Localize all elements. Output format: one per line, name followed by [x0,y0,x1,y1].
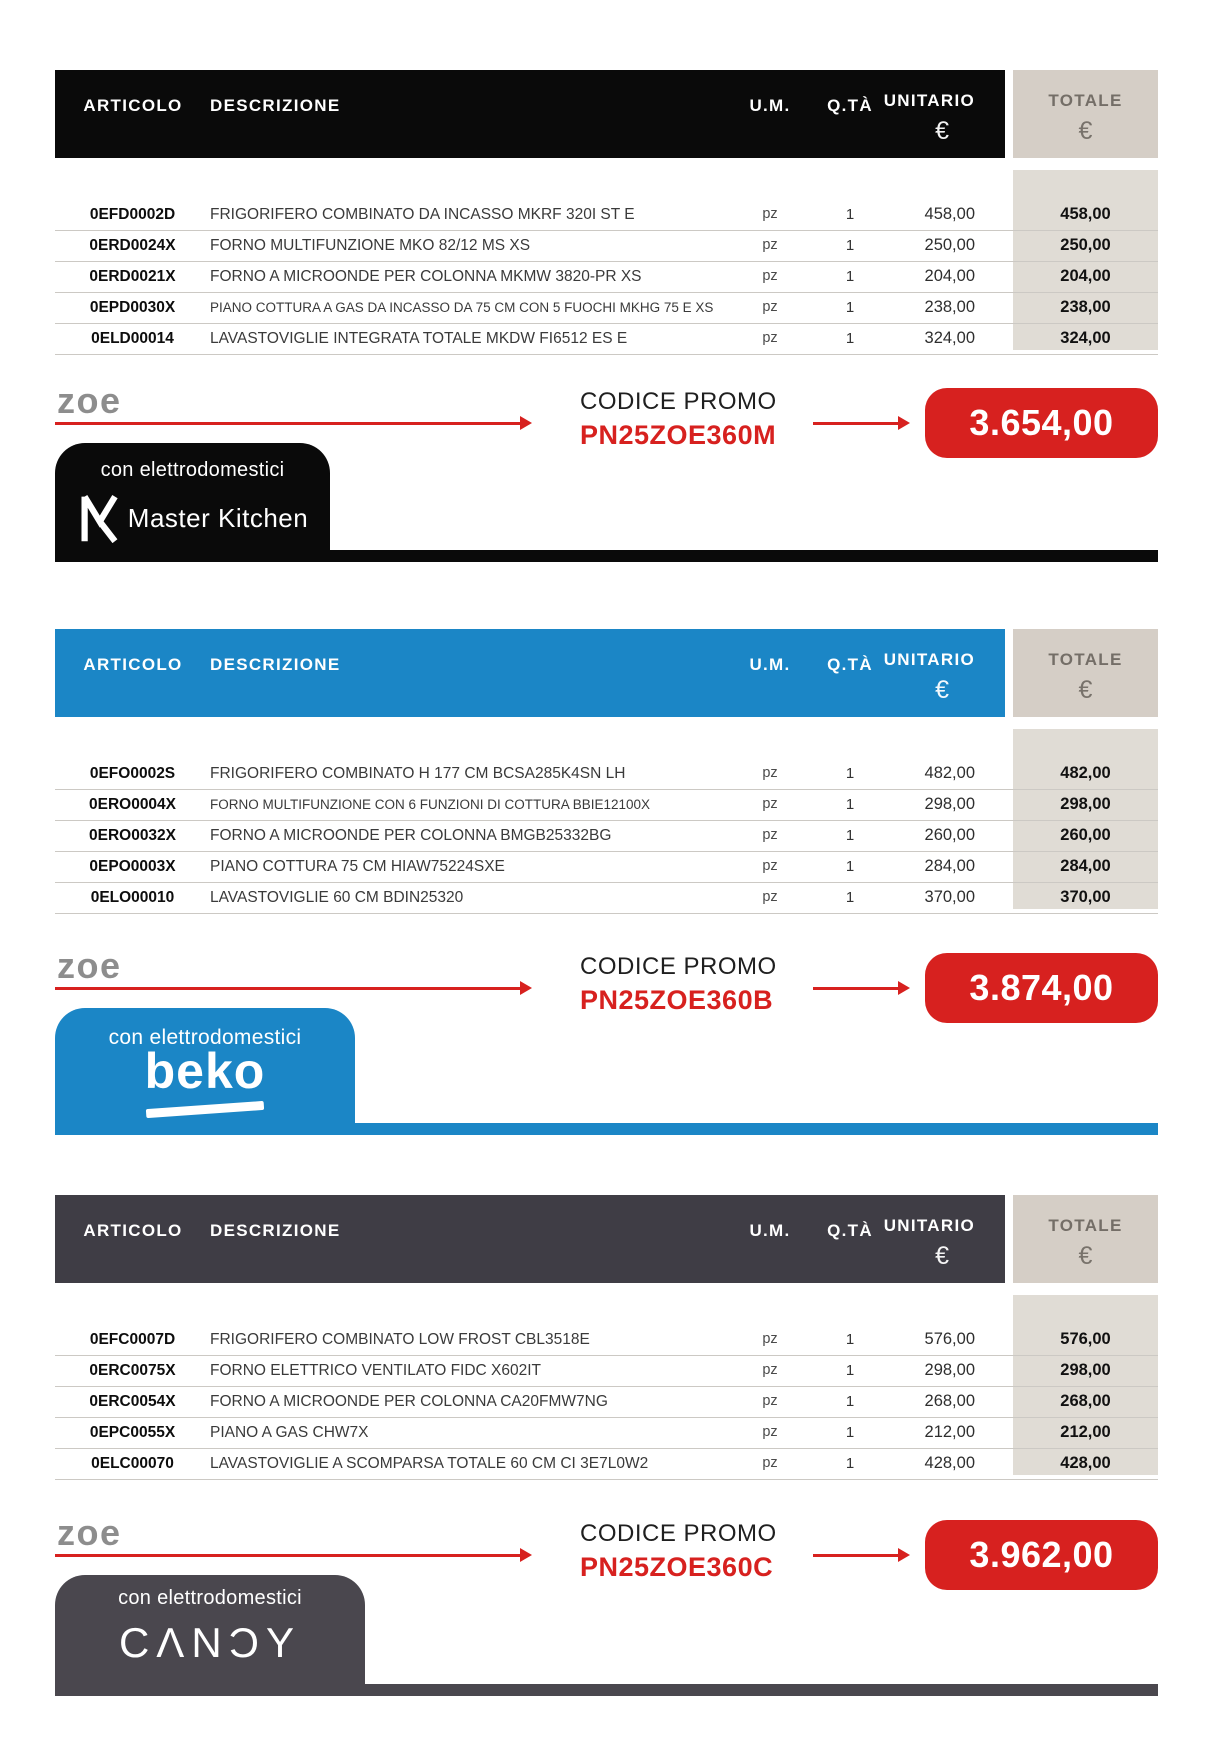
quantity: 1 [845,765,855,782]
unit-price: 204,00 [924,267,975,285]
col-header-articolo: ARTICOLO [83,96,183,115]
total-price: 370,00 [1060,888,1111,906]
euro-symbol: € [935,676,949,704]
col-header-um: U.M. [749,96,791,115]
col-header-totale: TOTALE [1048,1216,1123,1235]
col-header-unitario: UNITARIO [883,91,975,110]
table-row [55,852,1158,883]
table-row [55,1418,1158,1449]
article-code: 0EPC0055X [89,1424,176,1441]
col-header-totale: TOTALE [1048,650,1123,669]
table-header-bar [55,1195,1005,1283]
con-elettrodomestici-label: con elettrodomestici [100,459,285,481]
table-header-beko [55,629,1158,717]
promo-arrow-icon [813,422,899,425]
total-price: 238,00 [1060,298,1111,316]
brand-box-beko [55,1008,355,1135]
table-row [55,821,1158,852]
col-header-unitario: UNITARIO [883,1216,975,1235]
table-row [55,1325,1158,1356]
total-price: 268,00 [1060,1392,1111,1410]
con-elettrodomestici-label: con elettrodomestici [108,1026,302,1049]
article-description: FRIGORIFERO COMBINATO H 177 CM BCSA285K4SN LH [210,765,626,782]
article-code: 0ERO0032X [88,827,177,844]
unit-price: 458,00 [924,205,975,223]
brand-logo-text: Master Kitchen [127,502,309,533]
col-header-um: U.M. [749,1221,791,1240]
article-code: 0ERC0054X [89,1393,176,1410]
unit-of-measure: pz [762,1424,778,1440]
table-body-beko [55,729,1158,909]
table-row [55,293,1158,324]
promo-arrow-icon [813,1554,899,1557]
article-code: 0ERO0004X [88,796,177,813]
zoe-logo: zoe [57,945,122,986]
col-header-unitario: UNITARIO [883,650,975,669]
total-price: 212,00 [1060,1423,1111,1441]
table-header-bar [55,629,1005,717]
article-description: FORNO ELETTRICO VENTILATO FIDC X602IT [210,1362,542,1379]
article-description: FORNO A MICROONDE PER COLONNA CA20FMW7NG [210,1393,608,1410]
totale-header-box [1013,70,1158,158]
table-header-master-kitchen [55,70,1158,158]
table-rows [55,1325,1158,1480]
unit-of-measure: pz [762,330,778,346]
article-description: LAVASTOVIGLIE A SCOMPARSA TOTALE 60 CM CI 3E7L0W2 [210,1455,649,1472]
quantity: 1 [845,268,855,285]
total-price: 298,00 [1060,795,1111,813]
unit-of-measure: pz [762,827,778,843]
euro-symbol: € [1078,117,1093,145]
promo-code: PN25ZOE360M [580,420,777,450]
table-rows [55,759,1158,914]
article-code: 0ELD00014 [91,330,174,347]
col-header-qta: Q.TÀ [827,655,873,674]
totale-header-box [1013,1195,1158,1283]
brand-bar [55,1684,1158,1696]
article-code: 0EPO0003X [89,858,176,875]
euro-symbol: € [935,117,949,145]
table-header-candy [55,1195,1158,1283]
article-code: 0EFD0002D [89,206,176,223]
con-elettrodomestici-label: con elettrodomestici [118,1587,302,1609]
beko-underline-icon [146,1101,264,1118]
unit-of-measure: pz [762,268,778,284]
codice-promo-label: CODICE PROMO [580,1520,777,1547]
euro-symbol: € [1078,676,1093,704]
quantity: 1 [845,1455,855,1472]
unit-price: 576,00 [924,1330,975,1348]
quantity: 1 [845,858,855,875]
unit-of-measure: pz [762,1455,778,1471]
unit-of-measure: pz [762,1331,778,1347]
table-row [55,200,1158,231]
article-description: PIANO COTTURA 75 CM HIAW75224SXE [210,858,505,875]
promo-code: PN25ZOE360B [580,985,774,1015]
total-price: 576,00 [1060,1330,1111,1348]
codice-promo-label: CODICE PROMO [580,388,777,415]
euro-symbol: € [935,1242,949,1270]
quantity: 1 [845,237,855,254]
brand-bar [55,550,1158,562]
promo-arrow-icon [55,987,521,990]
unit-of-measure: pz [762,889,778,905]
col-header-descrizione: DESCRIZIONE [210,655,341,674]
unit-price: 428,00 [924,1454,975,1472]
euro-symbol: € [1078,1242,1093,1270]
quantity: 1 [845,827,855,844]
table-row [55,262,1158,293]
article-code: 0EFO0002S [89,765,176,782]
article-code: 0EPD0030X [89,299,176,316]
table-row [55,231,1158,262]
article-description: FORNO MULTIFUNZIONE CON 6 FUNZIONI DI COTTURA BBIE12100X [210,797,651,812]
article-code: 0EFC0007D [89,1331,176,1348]
table-body-master-kitchen [55,170,1158,350]
col-header-um: U.M. [749,655,791,674]
article-code: 0ERC0075X [89,1362,176,1379]
unit-of-measure: pz [762,765,778,781]
table-row [55,1356,1158,1387]
unit-of-measure: pz [762,237,778,253]
unit-price: 268,00 [924,1392,975,1410]
article-description: FORNO A MICROONDE PER COLONNA BMGB25332BG [210,827,612,844]
zoe-logo: zoe [57,380,122,421]
quantity: 1 [845,1424,855,1441]
promo-code: PN25ZOE360C [580,1552,774,1582]
quantity: 1 [845,299,855,316]
unit-price: 284,00 [924,857,975,875]
article-description: FRIGORIFERO COMBINATO LOW FROST CBL3518E [210,1331,590,1348]
master-kitchen-monogram-icon [77,493,119,543]
table-header-bar [55,70,1005,158]
article-description: FORNO A MICROONDE PER COLONNA MKMW 3820-PR XS [210,268,642,285]
unit-of-measure: pz [762,206,778,222]
unit-price: 298,00 [924,1361,975,1379]
totale-header-box [1013,629,1158,717]
article-code: 0ELC00070 [91,1455,174,1472]
promo-total-box: 3.962,00 [925,1520,1158,1590]
unit-price: 250,00 [924,236,975,254]
total-price: 324,00 [1060,329,1111,347]
unit-of-measure: pz [762,858,778,874]
unit-of-measure: pz [762,299,778,315]
table-body-candy [55,1295,1158,1475]
article-code: 0ERD0021X [89,268,176,285]
table-row [55,1387,1158,1418]
article-code: 0ERD0024X [89,237,176,254]
table-row [55,790,1158,821]
total-price: 204,00 [1060,267,1111,285]
promo-arrow-icon [55,422,521,425]
unit-of-measure: pz [762,1393,778,1409]
article-description: PIANO A GAS CHW7X [210,1424,369,1441]
article-description: LAVASTOVIGLIE INTEGRATA TOTALE MKDW FI6512 ES E [210,330,628,347]
article-description: PIANO COTTURA A GAS DA INCASSO DA 75 CM CON 5 FUOCHI MKHG 75 E XS [210,300,714,315]
col-header-descrizione: DESCRIZIONE [210,96,341,115]
brand-box-candy [55,1575,365,1696]
quantity: 1 [845,796,855,813]
codice-promo-label: CODICE PROMO [580,953,777,980]
unit-price: 298,00 [924,795,975,813]
col-header-qta: Q.TÀ [827,96,873,115]
total-price: 458,00 [1060,205,1111,223]
col-header-qta: Q.TÀ [827,1221,873,1240]
quantity: 1 [845,206,855,223]
promo-arrow-icon [55,1554,521,1557]
total-price: 298,00 [1060,1361,1111,1379]
beko-logo: beko [144,1043,266,1099]
zoe-logo: zoe [57,1512,122,1553]
promo-total-box: 3.874,00 [925,953,1158,1023]
quantity: 1 [845,330,855,347]
table-rows [55,200,1158,355]
brand-box-master-kitchen [55,443,330,562]
total-price: 428,00 [1060,1454,1111,1472]
unit-price: 370,00 [924,888,975,906]
promo-arrow-icon [813,987,899,990]
quantity: 1 [845,889,855,906]
total-price: 260,00 [1060,826,1111,844]
total-price: 482,00 [1060,764,1111,782]
col-header-articolo: ARTICOLO [83,655,183,674]
candy-logo: CΛNƆY [118,1619,302,1666]
quantity: 1 [845,1362,855,1379]
unit-price: 260,00 [924,826,975,844]
table-row [55,759,1158,790]
total-price: 250,00 [1060,236,1111,254]
master-kitchen-logo [55,493,330,543]
quantity: 1 [845,1331,855,1348]
article-description: LAVASTOVIGLIE 60 CM BDIN25320 [210,889,464,906]
col-header-articolo: ARTICOLO [83,1221,183,1240]
col-header-descrizione: DESCRIZIONE [210,1221,341,1240]
quantity: 1 [845,1393,855,1410]
unit-of-measure: pz [762,796,778,812]
total-price: 284,00 [1060,857,1111,875]
article-description: FORNO MULTIFUNZIONE MKO 82/12 MS XS [210,237,531,254]
unit-price: 238,00 [924,298,975,316]
unit-price: 324,00 [924,329,975,347]
article-code: 0ELO00010 [90,889,175,906]
col-header-totale: TOTALE [1048,91,1123,110]
unit-price: 482,00 [924,764,975,782]
table-row [55,883,1158,914]
unit-price: 212,00 [924,1423,975,1441]
table-row [55,1449,1158,1480]
table-row [55,324,1158,355]
article-description: FRIGORIFERO COMBINATO DA INCASSO MKRF 320I ST E [210,206,635,223]
unit-of-measure: pz [762,1362,778,1378]
promo-total-box: 3.654,00 [925,388,1158,458]
brand-bar [55,1123,1158,1135]
